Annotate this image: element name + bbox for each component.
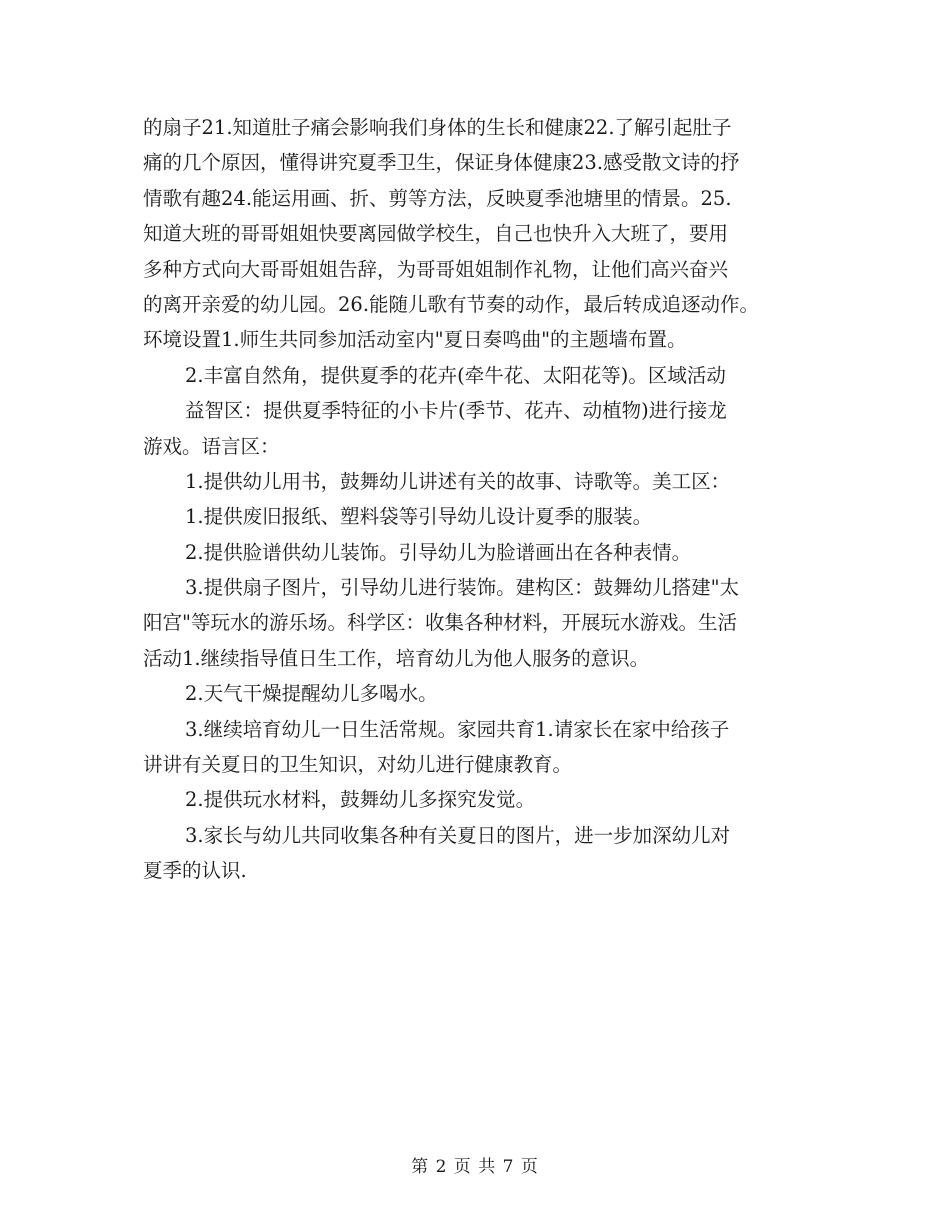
paragraph-line: 2.提供玩水材料，鼓舞幼儿多探究发觉。 [185,788,536,812]
document-body [143,110,823,889]
paragraph-line: 益智区：提供夏季特征的小卡片(季节、花卉、动植物)进行接龙 [185,399,727,423]
paragraph-line: 多种方式向大哥哥姐姐告辞，为哥哥姐姐制作礼物，让他们高兴奋兴 [143,257,729,281]
paragraph-line: 痛的几个原因，懂得讲究夏季卫生，保证身体健康23.感受散文诗的抒 [143,151,740,175]
paragraph-line: 1.提供废旧报纸、塑料袋等引导幼儿设计夏季的服装。 [185,505,653,529]
page-footer: 第 2 页 共 7 页 [411,1157,539,1177]
paragraph-line: 3.继续培育幼儿一日生活常规。家园共育1.请家长在家中给孩子 [185,717,730,741]
paragraph-line: 3.家长与幼儿共同收集各种有关夏日的图片，进一步加深幼儿对 [185,823,731,847]
paragraph-line: 环境设置1.师生共同参加活动室内"夏日奏鸣曲"的主题墙布置。 [143,328,687,352]
paragraph-line: 2.丰富自然角，提供夏季的花卉(牵牛花、太阳花等)。区域活动 [185,363,726,387]
paragraph-line: 2.提供脸谱供幼儿装饰。引导幼儿为脸谱画出在各种表情。 [185,540,692,564]
paragraph-line: 讲讲有关夏日的卫生知识，对幼儿进行健康教育。 [143,753,573,777]
paragraph-line: 活动1.继续指导值日生工作，培育幼儿为他人服务的意识。 [143,646,650,670]
paragraph-line: 游戏。语言区： [143,434,280,458]
paragraph-line: 夏季的认识. [143,859,247,883]
paragraph-line: 阳宫"等玩水的游乐场。科学区：收集各种材料，开展玩水游戏。生活 [143,611,737,635]
paragraph-line: 知道大班的哥哥姐姐快要离园做学校生，自己也快升入大班了，要用 [143,222,729,246]
paragraph-line: 情歌有趣24.能运用画、折、剪等方法，反映夏季池塘里的情景。25. [143,186,732,210]
paragraph-line: 3.提供扇子图片，引导幼儿进行装饰。建构区：鼓舞幼儿搭建"太 [185,576,740,600]
paragraph-line: 的扇子21.知道肚子痛会影响我们身体的生长和健康22.了解引起肚子 [143,116,732,139]
paragraph-line: 的离开亲爱的幼儿园。26.能随儿歌有节奏的动作，最后转成追逐动作。 [143,292,760,316]
paragraph-line: 1.提供幼儿用书，鼓舞幼儿讲述有关的故事、诗歌等。美工区： [185,469,731,493]
paragraph-line: 2.天气干燥提醒幼儿多喝水。 [185,682,438,706]
